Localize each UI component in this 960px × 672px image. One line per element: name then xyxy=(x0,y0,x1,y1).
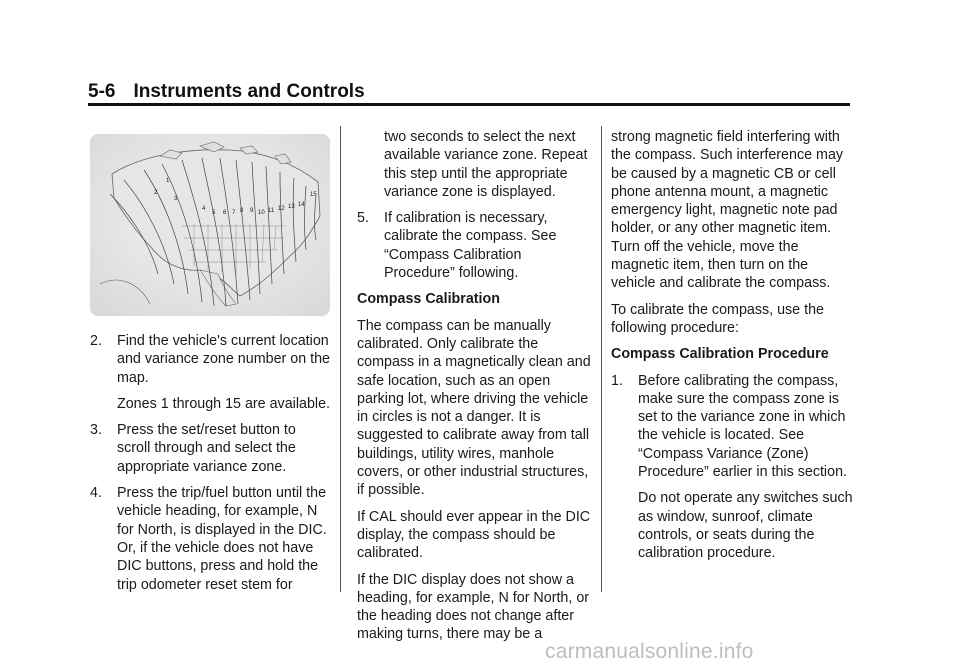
step-5 xyxy=(357,209,591,282)
page-number: 5-6 xyxy=(88,81,116,102)
zone-label: 1 xyxy=(166,178,170,184)
zone-label: 13 xyxy=(288,204,295,210)
column-2 xyxy=(357,128,591,652)
column-3 xyxy=(611,128,855,571)
step-4 xyxy=(90,484,330,594)
step-text: Press the set/reset button to scroll through and select the appropriate variance zone. xyxy=(117,422,296,475)
step-text: Find the vehicle's current location and variance zone number on the map. xyxy=(117,333,331,386)
step-1-note: Do not operate any switches such as window, sunroof, climate controls, or seats during the calibration procedure. xyxy=(638,490,853,562)
zone-label: 8 xyxy=(240,208,244,214)
step-number: 3. xyxy=(90,422,102,439)
zone-label: 6 xyxy=(223,210,227,216)
zone-label: 7 xyxy=(232,210,236,216)
zone-label: 2 xyxy=(154,190,158,196)
column-divider-1 xyxy=(340,126,341,592)
header-rule xyxy=(88,103,850,106)
step-3 xyxy=(90,421,330,476)
zone-label: 10 xyxy=(258,210,265,216)
section-heading: Compass Calibration Procedure xyxy=(611,346,829,363)
paragraph: If CAL should ever appear in the DIC display, the compass should be calibrated. xyxy=(357,508,591,562)
zone-label: 12 xyxy=(278,206,285,212)
step-4-continued: two seconds to select the next available variance zone. Repeat this step until the appropriate variance zone is displayed. xyxy=(384,129,588,200)
step-2 xyxy=(90,332,330,387)
paragraph: strong magnetic field interfering with the compass. Such interference may be caused by a magnetic CB or cell phone antenna mount, a magnetic emergency light, magnetic note pad holder, or any other magnetic item. Turn off the vehicle, move the magnetic item, then turn on the vehicle and calibrate the compass. xyxy=(611,129,844,292)
watermark: carmanualsonline.info xyxy=(545,640,754,663)
zone-label: 11 xyxy=(268,208,275,214)
zone-label: 5 xyxy=(212,210,216,216)
zone-label: 4 xyxy=(202,206,206,212)
column-1 xyxy=(90,126,330,602)
step-number: 4. xyxy=(90,485,102,502)
step-text: Press the trip/fuel button until the vehicle heading, for example, N for North, is displayed in the DIC. Or, if the vehicle does not have DIC buttons, press and hold the trip odometer reset stem for xyxy=(117,485,327,593)
paragraph: To calibrate the compass, use the following procedure: xyxy=(611,301,824,336)
zone-label: 9 xyxy=(250,208,254,214)
step-number: 1. xyxy=(611,372,623,389)
section-title: Instruments and Controls xyxy=(133,81,365,102)
step-number: 2. xyxy=(90,333,102,349)
step-text: Before calibrating the compass, make sure the compass zone is set to the variance zone in which the vehicle is located. See “Compass Variance (Zone) Procedure” earlier in this section. xyxy=(638,372,847,481)
zone-label: 3 xyxy=(174,196,178,202)
step-number: 5. xyxy=(357,210,369,227)
step-text: If calibration is necessary, calibrate the compass. See “Compass Calibration Procedure” following. xyxy=(384,210,557,282)
paragraph: If the DIC display does not show a heading, for example, N for North, or the heading does not change after making turns, there may be a xyxy=(357,571,590,643)
zone-label: 14 xyxy=(298,202,305,208)
page-header xyxy=(88,80,850,104)
paragraph: The compass can be manually calibrated. Only calibrate the compass in a magnetically clean and safe location, such as an open parking lot, where driving the vehicle in circles is not a danger. It is suggested to calibrate away from tall buildings, utility wires, manhole covers, or other industrial structures, if possible. xyxy=(357,317,591,499)
procedure-step-1 xyxy=(611,372,855,482)
section-heading: Compass Calibration xyxy=(357,291,500,308)
zone-label: 15 xyxy=(310,192,317,198)
step-2-note: Zones 1 through 15 are available. xyxy=(117,395,331,412)
column-divider-2 xyxy=(601,126,602,592)
